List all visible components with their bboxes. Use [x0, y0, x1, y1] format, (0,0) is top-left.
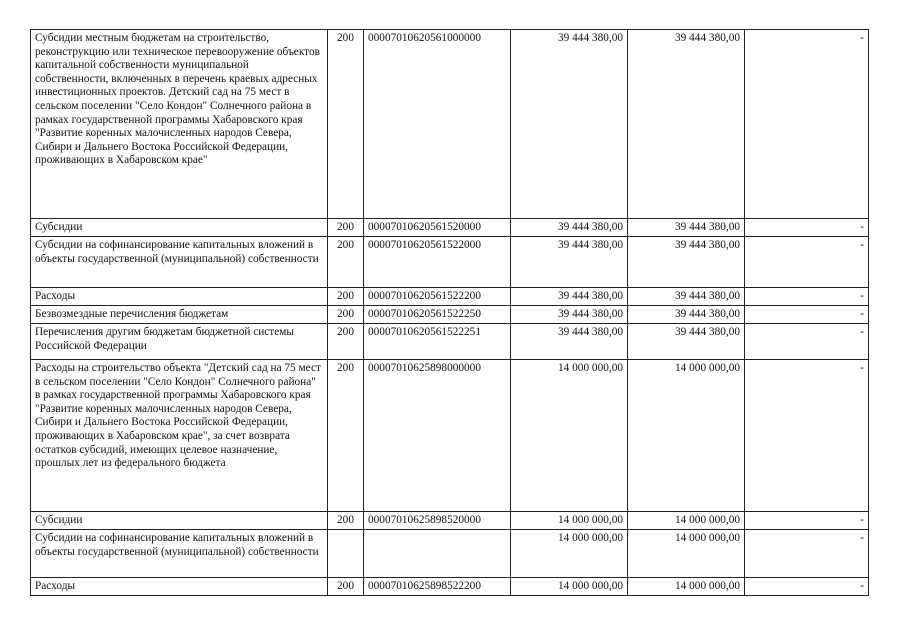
row-executed-cell: 14 000 000,00: [628, 578, 745, 596]
row-kbk-cell: 00007010620561520000: [364, 219, 511, 237]
row-code-cell: 200: [328, 512, 364, 530]
table-row: [31, 237, 869, 288]
row-name-cell: Безвозмездные перечисления бюджетам: [31, 306, 328, 324]
row-unexecuted-cell: -: [745, 219, 869, 237]
row-approved-cell: 39 444 380,00: [511, 288, 628, 306]
row-executed-cell: 39 444 380,00: [628, 219, 745, 237]
row-code-cell: 200: [328, 324, 364, 360]
row-name-cell: Субсидии на софинансирование капитальных вложений в объекты государственной (муниципальной) собственности: [31, 530, 328, 578]
row-code-cell: 200: [328, 288, 364, 306]
table-row: [31, 360, 869, 512]
row-approved-cell: 39 444 380,00: [511, 306, 628, 324]
row-name-cell: Субсидии: [31, 512, 328, 530]
row-unexecuted-cell: -: [745, 578, 869, 596]
row-unexecuted-cell: -: [745, 30, 869, 219]
expenditure-table: [30, 29, 869, 596]
row-kbk-cell: [364, 530, 511, 578]
row-unexecuted-cell: -: [745, 360, 869, 512]
row-executed-cell: 39 444 380,00: [628, 288, 745, 306]
row-name-cell: Расходы: [31, 288, 328, 306]
row-approved-cell: 39 444 380,00: [511, 324, 628, 360]
row-kbk-cell: 00007010625898000000: [364, 360, 511, 512]
row-executed-cell: 39 444 380,00: [628, 30, 745, 219]
row-unexecuted-cell: -: [745, 530, 869, 578]
row-unexecuted-cell: -: [745, 306, 869, 324]
table-row: [31, 30, 869, 219]
row-kbk-cell: 00007010620561522250: [364, 306, 511, 324]
table-row: [31, 306, 869, 324]
row-approved-cell: 14 000 000,00: [511, 530, 628, 578]
row-name-cell: Субсидии на софинансирование капитальных вложений в объекты государственной (муниципальной) собственности: [31, 237, 328, 288]
table-row: [31, 530, 869, 578]
row-executed-cell: 39 444 380,00: [628, 324, 745, 360]
row-kbk-cell: 00007010620561522200: [364, 288, 511, 306]
table-row: [31, 288, 869, 306]
table-row: [31, 512, 869, 530]
row-approved-cell: 39 444 380,00: [511, 30, 628, 219]
row-code-cell: 200: [328, 306, 364, 324]
row-kbk-cell: 00007010620561000000: [364, 30, 511, 219]
row-code-cell: [328, 530, 364, 578]
row-code-cell: 200: [328, 360, 364, 512]
row-kbk-cell: 00007010620561522000: [364, 237, 511, 288]
table-row: [31, 219, 869, 237]
row-code-cell: 200: [328, 578, 364, 596]
table-row: [31, 578, 869, 596]
row-approved-cell: 39 444 380,00: [511, 219, 628, 237]
row-name-cell: Субсидии: [31, 219, 328, 237]
row-executed-cell: 14 000 000,00: [628, 530, 745, 578]
row-code-cell: 200: [328, 237, 364, 288]
row-executed-cell: 39 444 380,00: [628, 306, 745, 324]
row-unexecuted-cell: -: [745, 512, 869, 530]
row-executed-cell: 14 000 000,00: [628, 512, 745, 530]
row-code-cell: 200: [328, 30, 364, 219]
row-approved-cell: 39 444 380,00: [511, 237, 628, 288]
table-row: [31, 324, 869, 360]
row-name-cell: Перечисления другим бюджетам бюджетной системы Российской Федерации: [31, 324, 328, 360]
row-executed-cell: 39 444 380,00: [628, 237, 745, 288]
budget-report-page: [30, 29, 869, 596]
row-approved-cell: 14 000 000,00: [511, 578, 628, 596]
row-name-cell: Расходы: [31, 578, 328, 596]
row-executed-cell: 14 000 000,00: [628, 360, 745, 512]
row-unexecuted-cell: -: [745, 237, 869, 288]
row-kbk-cell: 00007010620561522251: [364, 324, 511, 360]
row-approved-cell: 14 000 000,00: [511, 360, 628, 512]
row-name-cell: Расходы на строительство объекта "Детский сад на 75 мест в сельском поселении "Село Кондон" Солнечного района" в рамках государственной программы Хабаровского края "Развитие коренных малочисленных народов Севера, Сибири и Дальнего Востока Российской Федерации, проживающих в Хабаровском крае", за счет возврата остатков субсидий, имеющих целевое назначение, прошлых лет из федерального бюджета: [31, 360, 328, 512]
row-kbk-cell: 00007010625898520000: [364, 512, 511, 530]
row-approved-cell: 14 000 000,00: [511, 512, 628, 530]
row-unexecuted-cell: -: [745, 324, 869, 360]
row-unexecuted-cell: -: [745, 288, 869, 306]
row-name-cell: Субсидии местным бюджетам на строительство, реконструкцию или техническое перевооружение объектов капитальной собственности муниципальной собственности, включенных в перечень краевых адресных инвестиционных проектов. Детский сад на 75 мест в сельском поселении "Село Кондон" Солнечного района в рамках государственной программы Хабаровского края "Развитие коренных малочисленных народов Севера, Сибири и Дальнего Востока Российской Федерации, проживающих в Хабаровском крае": [31, 30, 328, 219]
row-kbk-cell: 00007010625898522200: [364, 578, 511, 596]
row-code-cell: 200: [328, 219, 364, 237]
